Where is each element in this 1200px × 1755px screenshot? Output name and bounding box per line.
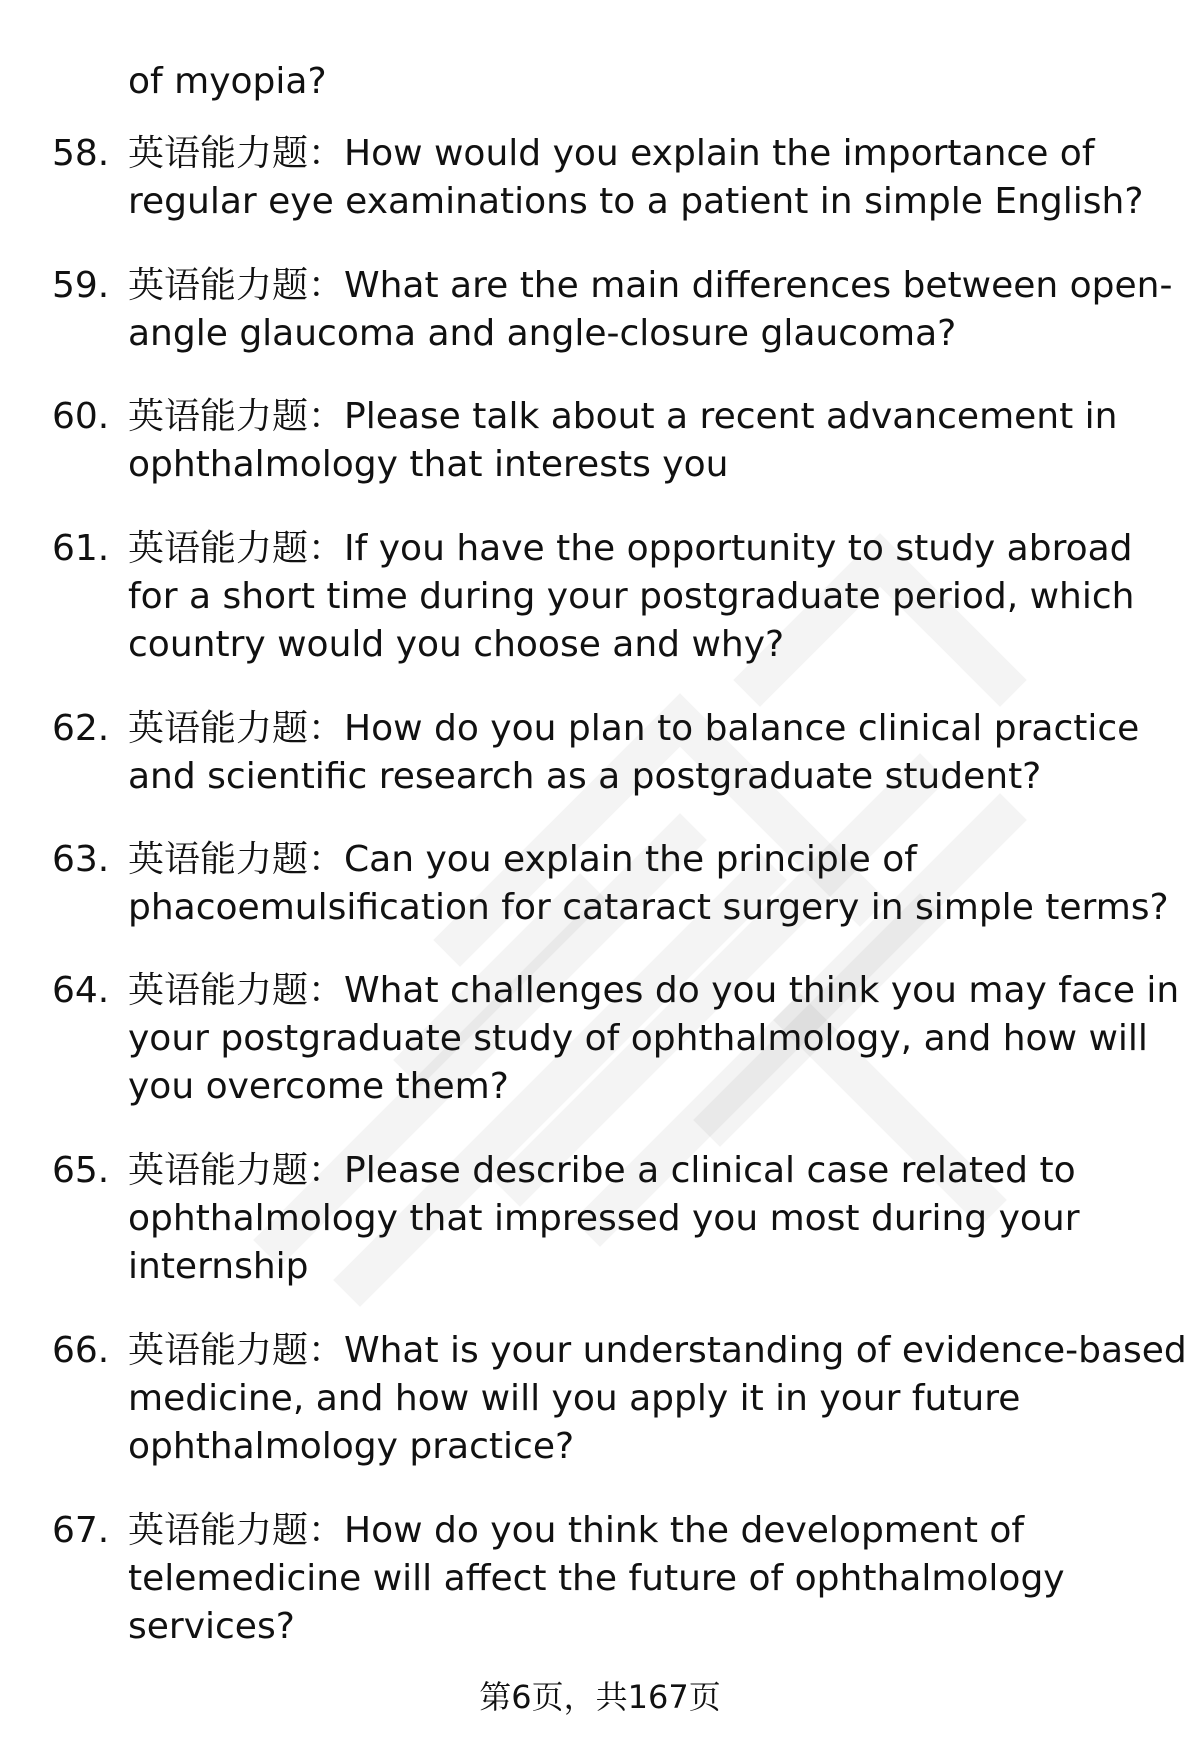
question-number: 60.	[52, 396, 110, 437]
question-line: 英语能力题：What is your understanding of evidence-based	[128, 1330, 1187, 1371]
question-line: angle glaucoma and angle-closure glaucoma?	[128, 313, 957, 354]
question-line: services?	[128, 1606, 295, 1647]
question-line: 英语能力题：How do you plan to balance clinical practice	[128, 708, 1140, 749]
page-footer: 第6页，共167页	[479, 1678, 721, 1716]
question-line: 英语能力题：What are the main differences between open-	[128, 265, 1173, 306]
question-line: 英语能力题：Please describe a clinical case related to	[128, 1150, 1076, 1191]
question-text	[128, 525, 1178, 669]
question-text	[128, 1147, 1178, 1291]
question-line: 英语能力题：Can you explain the principle of	[128, 839, 917, 880]
question-number: 63.	[52, 839, 110, 880]
question-line: phacoemulsification for cataract surgery in simple terms?	[128, 887, 1169, 928]
question-text	[128, 130, 1178, 226]
continuation-text: of myopia?	[128, 61, 327, 102]
question-line: you overcome them?	[128, 1066, 509, 1107]
question-number: 58.	[52, 133, 110, 174]
question-line: for a short time during your postgraduate period, which	[128, 576, 1135, 617]
question-line: ophthalmology practice?	[128, 1426, 575, 1467]
question-line: your postgraduate study of ophthalmology, and how will	[128, 1018, 1148, 1059]
question-number: 64.	[52, 970, 110, 1011]
question-line: 英语能力题：How do you think the development of	[128, 1510, 1025, 1551]
question-text	[128, 1327, 1187, 1471]
question-number: 65.	[52, 1150, 110, 1191]
question-line: regular eye examinations to a patient in simple English?	[128, 181, 1144, 222]
question-line: ophthalmology that impressed you most during your	[128, 1198, 1080, 1239]
question-line: 英语能力题：If you have the opportunity to study abroad	[128, 528, 1133, 569]
question-text	[128, 262, 1178, 358]
question-line: medicine, and how will you apply it in your future	[128, 1378, 1021, 1419]
question-text	[128, 967, 1178, 1111]
question-text	[128, 705, 1178, 801]
question-number: 61.	[52, 528, 110, 569]
question-line: internship	[128, 1246, 309, 1287]
question-line: telemedicine will affect the future of ophthalmology	[128, 1558, 1065, 1599]
question-line: 英语能力题：What challenges do you think you may face in	[128, 970, 1180, 1011]
question-text	[128, 393, 1178, 489]
question-text	[128, 836, 1178, 932]
question-number: 59.	[52, 265, 110, 306]
question-line: 英语能力题：How would you explain the importance of	[128, 133, 1095, 174]
question-number: 62.	[52, 708, 110, 749]
question-number: 67.	[52, 1510, 110, 1551]
question-line: country would you choose and why?	[128, 624, 785, 665]
question-number: 66.	[52, 1330, 110, 1371]
question-text	[128, 1507, 1178, 1651]
question-line: and scientific research as a postgraduate student?	[128, 756, 1042, 797]
question-line: 英语能力题：Please talk about a recent advancement in	[128, 396, 1118, 437]
question-line: ophthalmology that interests you	[128, 444, 729, 485]
